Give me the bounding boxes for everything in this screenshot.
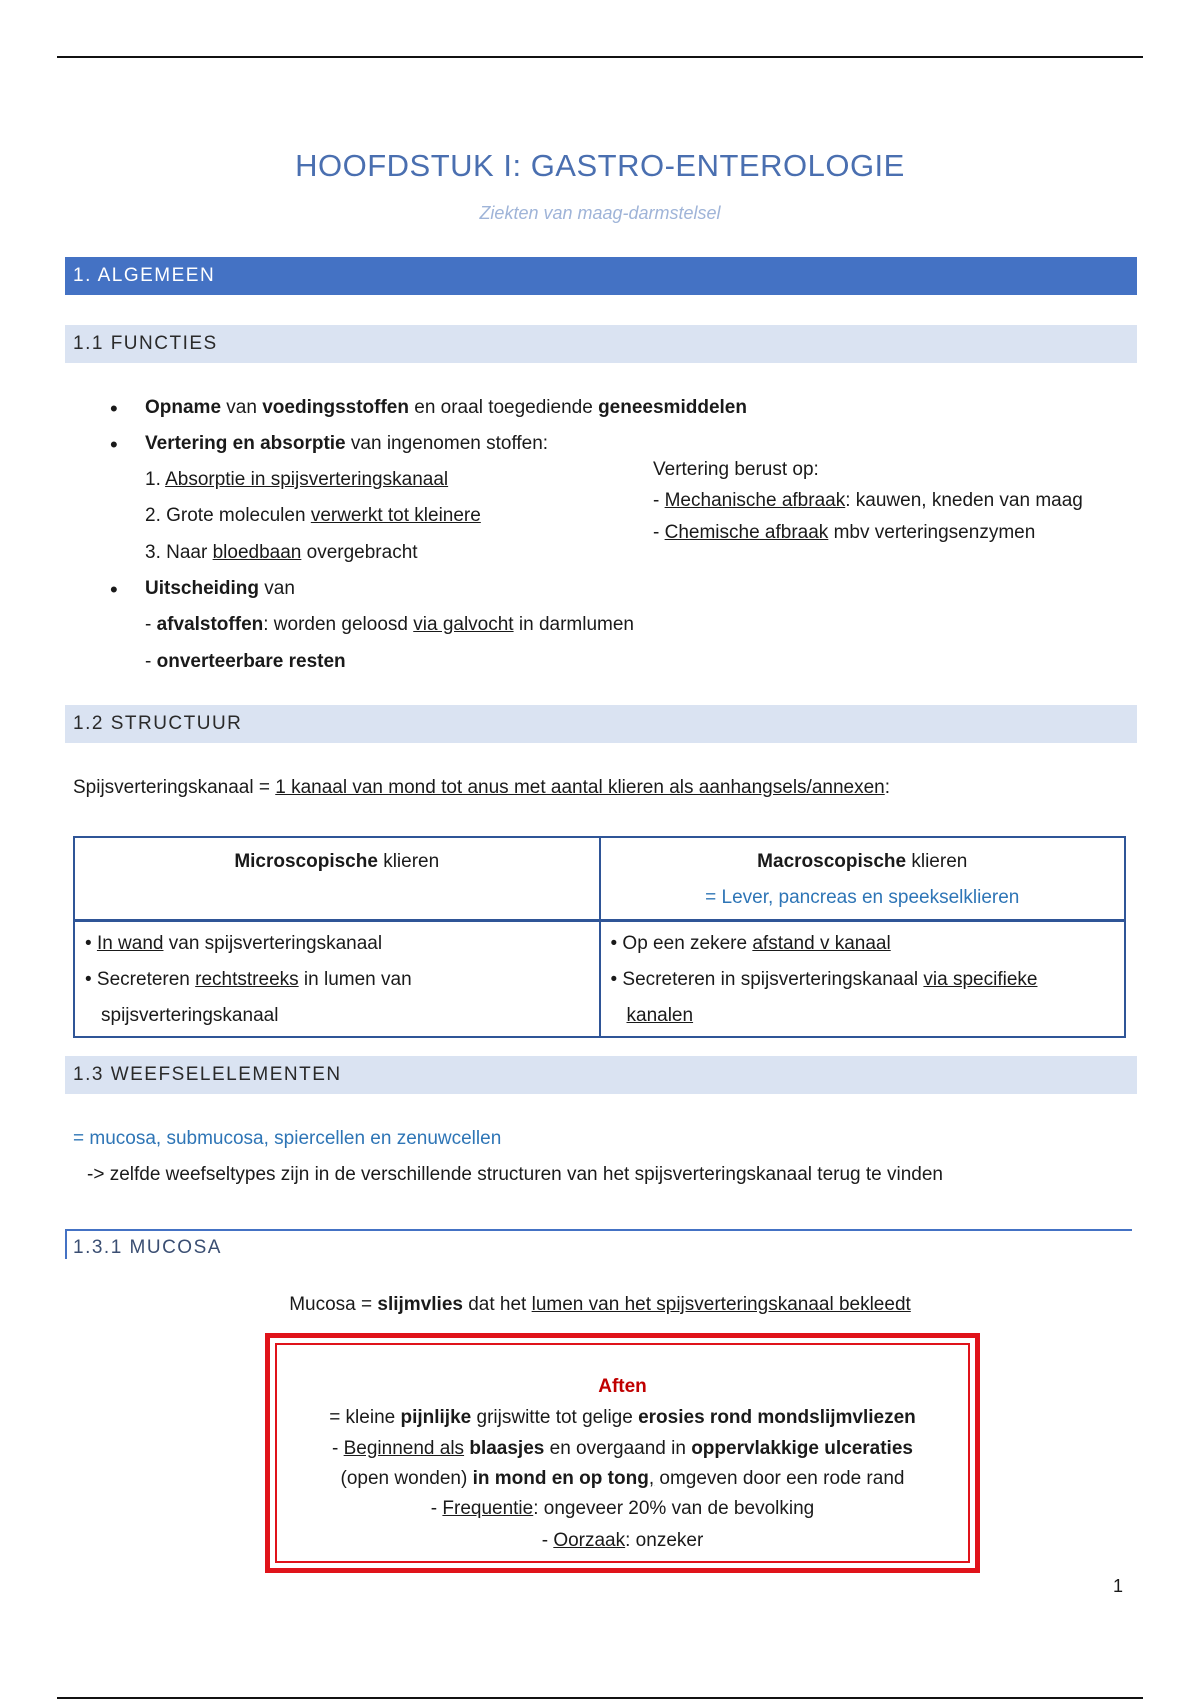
uitscheiding-resten: - onverteerbare resten xyxy=(145,651,346,672)
table-cell-macroscopisch: • Op een zekere afstand v kanaal • Secreteren in spijsverteringskanaal via specifieke kanalen xyxy=(600,921,1126,1038)
bottom-rule xyxy=(57,1697,1143,1699)
side-note-mechanisch: - Mechanische afbraak: kauwen, kneden van maag xyxy=(653,490,1083,511)
heading-weefselelementen: 1.3 WEEFSELELEMENTEN xyxy=(65,1056,1137,1094)
numbered-item-1: 1. Absorptie in spijsverteringskanaal xyxy=(145,469,449,490)
macro-subtitle: = Lever, pancreas en speekselklieren xyxy=(705,887,1020,908)
top-rule xyxy=(57,56,1143,58)
heading-functies: 1.1 FUNCTIES xyxy=(65,325,1137,363)
aften-beginnend: - Beginnend als blaasjes en overgaand in oppervlakkige ulceraties xyxy=(332,1438,913,1459)
aften-title: Aften xyxy=(598,1376,647,1397)
bullet-dot: • xyxy=(110,396,118,421)
page-subtitle: Ziekten van maag-darmstelsel xyxy=(479,203,721,223)
aften-oorzaak: - Oorzaak: onzeker xyxy=(541,1530,704,1551)
weefsel-definitie: = mucosa, submucosa, spiercellen en zenuwcellen xyxy=(73,1128,502,1149)
aften-frequentie: - Frequentie: ongeveer 20% van de bevolking xyxy=(430,1498,815,1519)
klieren-table xyxy=(73,836,1126,1038)
page-title: HOOFDSTUK I: GASTRO-ENTEROLOGIE xyxy=(295,148,905,183)
functie-opname: Opname van voedingsstoffen en oraal toegediende geneesmiddelen xyxy=(145,397,747,418)
aften-definitie: = kleine pijnlijke grijswitte tot gelige erosies rond mondslijmvliezen xyxy=(329,1407,916,1428)
table-cell-microscopisch: • In wand van spijsverteringskanaal • Secreteren rechtstreeks in lumen van spijsverteringskanaal xyxy=(74,921,600,1038)
table-header-macroscopisch: Macroscopische klieren = Lever, pancreas en speekselklieren xyxy=(600,837,1126,921)
functie-uitscheiding: Uitscheiding van xyxy=(145,578,295,599)
structuur-intro: Spijsverteringskanaal = 1 kanaal van mond tot anus met aantal klieren als aanhangsels/annexen: xyxy=(73,777,890,798)
bullet-dot: • xyxy=(110,432,118,457)
heading-algemeen: 1. ALGEMEEN xyxy=(65,257,1137,295)
aften-locatie: (open wonden) in mond en op tong, omgeven door een rode rand xyxy=(340,1468,905,1489)
page-number: 1 xyxy=(1113,1576,1124,1596)
side-note-title: Vertering berust op: xyxy=(653,459,819,480)
aften-callout xyxy=(265,1333,980,1573)
uitscheiding-afvalstoffen: - afvalstoffen: worden geloosd via galvocht in darmlumen xyxy=(145,614,634,635)
heading-structuur: 1.2 STRUCTUUR xyxy=(65,705,1137,743)
mucosa-definitie: Mucosa = slijmvlies dat het lumen van het spijsverteringskanaal bekleedt xyxy=(289,1294,911,1315)
weefsel-opmerking: -> zelfde weefseltypes zijn in de verschillende structuren van het spijsverteringskanaal terug te vinden xyxy=(87,1164,943,1185)
side-note-chemisch: - Chemische afbraak mbv verteringsenzymen xyxy=(653,522,1036,543)
heading-mucosa: 1.3.1 MUCOSA xyxy=(65,1229,1132,1259)
numbered-item-3: 3. Naar bloedbaan overgebracht xyxy=(145,542,418,563)
table-header-microscopisch: Microscopische klieren xyxy=(74,837,600,921)
functie-vertering: Vertering en absorptie van ingenomen stoffen: xyxy=(145,433,549,454)
bullet-dot: • xyxy=(110,577,118,602)
numbered-item-2: 2. Grote moleculen verwerkt tot kleinere xyxy=(145,505,481,526)
